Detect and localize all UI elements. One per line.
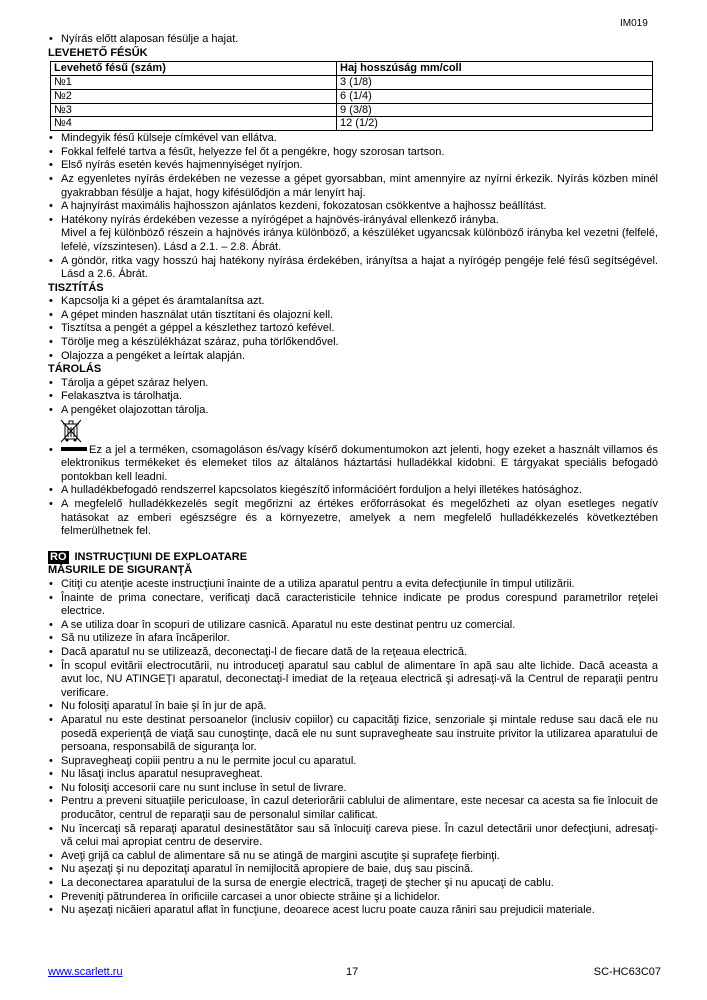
table-cell: 9 (3/8) [337, 103, 653, 117]
recycle-symbol [48, 418, 658, 444]
table-cell: 12 (1/2) [337, 117, 653, 131]
table-header-row [51, 62, 653, 76]
list-item: • Pentru a preveni situaţiile periculoase, în cazul deteriorării cablului de alimentare, este necesar ca acesta sa fie înlocuit de producător, centrul de reparaţii sau de personalul similar calificat. [48, 795, 658, 822]
cleaning-heading: TISZTÍTÁS [48, 281, 104, 294]
table-cell: №2 [51, 89, 337, 103]
list-item: • Az egyenletes nyírás érdekében ne vezesse a gépet gyorsabban, mint amennyire az nyírni érkezik. Nyírás közben minél gyakrabban fésülje a hajat, hogy kifésülődjön a már lenyírt haj. [48, 173, 658, 200]
model-number: SC-HC63C07 [593, 966, 661, 978]
list-item: • Kapcsolja ki a gépet és áramtalanítsa azt. [48, 295, 658, 309]
ro-section-heading [48, 551, 658, 565]
storage-heading: TÁROLÁS [48, 363, 102, 376]
combs-heading: LEVEHETŐ FÉSŰK [48, 46, 148, 59]
list-item: • Fokkal felfelé tartva a fésűt, helyezze fel őt a pengékre, hogy szorosan tartson. [48, 146, 658, 160]
list-item: • În scopul evitării electrocutării, nu introduceţi aparatul sau cablul de alimentare în apă sau alte lichide. Dacă aceasta a avut loc, NU ATINGEŢI aparatul, deconectaţi-l imediat de la reţeaua electrică şi adresaţi-vă la Centrul de reparaţii pentru verificare. [48, 660, 658, 701]
list-item: • Preveniţi pătrunderea în orificiile carcasei a unor obiecte străine şi a lichidelor. [48, 891, 658, 905]
crossed-out-bin-icon [60, 419, 82, 445]
table-cell: №4 [51, 117, 337, 131]
table-row [51, 89, 653, 103]
list-item: • Nu lăsaţi inclus aparatul nesupravegheat. [48, 768, 658, 782]
list-item: • A hulladékbefogadó rendszerrel kapcsolatos kiegészítő információért forduljon a helyi illetékes hatósághoz. [48, 484, 658, 498]
list-item: • A pengéket olajozottan tárolja. [48, 404, 658, 418]
combs-table [50, 61, 653, 131]
table-row [51, 75, 653, 89]
doc-code: IM019 [620, 18, 648, 29]
list-item: • Mindegyik fésű külseje címkével van ellátva. [48, 132, 658, 146]
table-row [51, 103, 653, 117]
list-item: • A se utiliza doar în scopuri de utilizare casnică. Aparatul nu este destinat pentru uz comercial. [48, 619, 658, 633]
list-item: • Dacă aparatul nu se utilizează, deconectaţi-l de fiecare dată de la reţeaua electrică. [48, 646, 658, 660]
safety-heading: MĂSURILE DE SIGURANŢĂ [48, 564, 193, 577]
list-item: • La deconectarea aparatului de la sursa de energie electrică, trageţi de ştecher şi nu apucaţi de cablu. [48, 877, 658, 891]
hu-storage-list [48, 377, 658, 418]
list-item: • A hajnyírást maximális hajhosszon ajánlatos kezdeni, fokozatosan csökkentve a hajhossz beállítást. [48, 200, 658, 214]
table-cell: №1 [51, 75, 337, 89]
list-item: • A megfelelő hulladékkezelés segít megőrizni az értékes erőforrásokat és megelőzheti az olyan esetleges negatív hatásokat az emberi egészségre és a környezetre, amelyek a nem megfelelő hulladékkezelés következtében felmerülhetnek fel. [48, 498, 658, 539]
list-item: • Felakasztva is tárolhatja. [48, 390, 658, 404]
list-item: • A göndör, ritka vagy hosszú haj hatékony nyírása érdekében, irányítsa a hajat a nyírógép pengéje felé fésű segítségével. Lásd a 2.6. Ábrát. [48, 255, 658, 282]
list-item: • Nu aşezaţi şi nu depozitaţi aparatul în nemijlocită apropiere de baie, duş sau piscină. [48, 863, 658, 877]
hu-intro-list [48, 33, 658, 47]
list-item: • Nu folosiţi aparatul în baie şi în jur de apă. [48, 700, 658, 714]
list-item: • Nu folosiţi accesorii care nu sunt incluse în setul de livrare. [48, 782, 658, 796]
hu-cleaning-list [48, 295, 658, 363]
list-item: • Hatékony nyírás érdekében vezesse a nyírógépet a hajnövés-irányával ellenkező irányba. Mivel a fej különböző részein a hajnövés iránya különböző, a készüléket ugyancsak különböző irányba kel vezetni (felfelé, lefelé, vízszintesen). Lásd a 2.1. – 2.8. Ábrát. [48, 214, 658, 255]
table-header-cell: Haj hosszúság mm/coll [337, 62, 653, 76]
list-item: • Înainte de prima conectare, verificaţi dacă caracteristicile tehnice indicate pe produs corespund parametrilor reţelei electrice. [48, 592, 658, 619]
list-item [48, 444, 658, 485]
list-item: • Tárolja a gépet száraz helyen. [48, 377, 658, 391]
list-item: • Tisztítsa a pengét a géppel a készlethez tartozó kefével. [48, 322, 658, 336]
list-item: • A gépet minden használat után tisztítani és olajozni kell. [48, 309, 658, 323]
table-cell: 6 (1/4) [337, 89, 653, 103]
list-item: • Citiţi cu atenţie aceste instrucţiuni înainte de a utiliza aparatul pentru a evita defecţiunile în timpul utilizării. [48, 578, 658, 592]
list-item: • Aparatul nu este destinat persoanelor (inclusiv copiilor) cu capacităţi fizice, senzoriale şi mintale reduse sau dacă ele nu posedă experienţă de viaţă sau cunoştinţe, dacă ele nu sunt supravegheate sau instruite privitor la utilizarea aparatului de persoana, responsabilă de siguranţa lor. [48, 714, 658, 755]
list-item: • Olajozza a pengéket a leírtak alapján. [48, 350, 658, 364]
list-item: • Nu încercaţi să reparaţi aparatul desinestătător sau să înlocuiţi careva piese. În cazul detectării unor defecţiuni, adresaţi-vă celui mai apropiat centru de deservire. [48, 823, 658, 850]
ro-safety-list [48, 578, 658, 918]
table-row [51, 117, 653, 131]
ro-title: INSTRUCŢIUNI DE EXPLOATARE [74, 550, 248, 563]
hu-disposal-list [48, 444, 658, 539]
hu-tips-list [48, 132, 658, 282]
table-header-cell: Levehető fésű (szám) [51, 62, 337, 76]
website-link[interactable]: www.scarlett.ru [48, 966, 123, 978]
disposal-text: Ez a jel a terméken, csomagoláson és/vagy kísérő dokumentumokon azt jelenti, hogy ezeket a használt villamos és elektronikus termékeket és elemeket tilos az általános háztartási hulladékkal kidobni. E tárgyakat speciális befogadó pontokban kell leadni. [61, 443, 658, 483]
list-item: • Nyírás előtt alaposan fésülje a hajat. [48, 33, 658, 47]
list-item: • Să nu utilizeze în afara încăperilor. [48, 632, 658, 646]
black-bar-icon [61, 447, 87, 451]
list-item: • Törölje meg a készülékházat száraz, puha törlőkendővel. [48, 336, 658, 350]
table-cell: 3 (1/8) [337, 75, 653, 89]
list-item: • Első nyírás esetén kevés hajmennyiséget nyírjon. [48, 159, 658, 173]
list-item: • Aveţi grijă ca cablul de alimentare să nu se atingă de margini ascuţite şi suprafeţe fierbinţi. [48, 850, 658, 864]
list-item: • Nu aşezaţi nicăieri aparatul aflat în funcţiune, deoarece acest lucru poate cauza răniri sau prejudicii materiale. [48, 904, 658, 918]
page-number: 17 [346, 966, 359, 978]
content [48, 33, 658, 918]
table-cell: №3 [51, 103, 337, 117]
language-badge: RO [50, 551, 67, 564]
list-item: • Supravegheaţi copiii pentru a nu le permite jocul cu aparatul. [48, 755, 658, 769]
